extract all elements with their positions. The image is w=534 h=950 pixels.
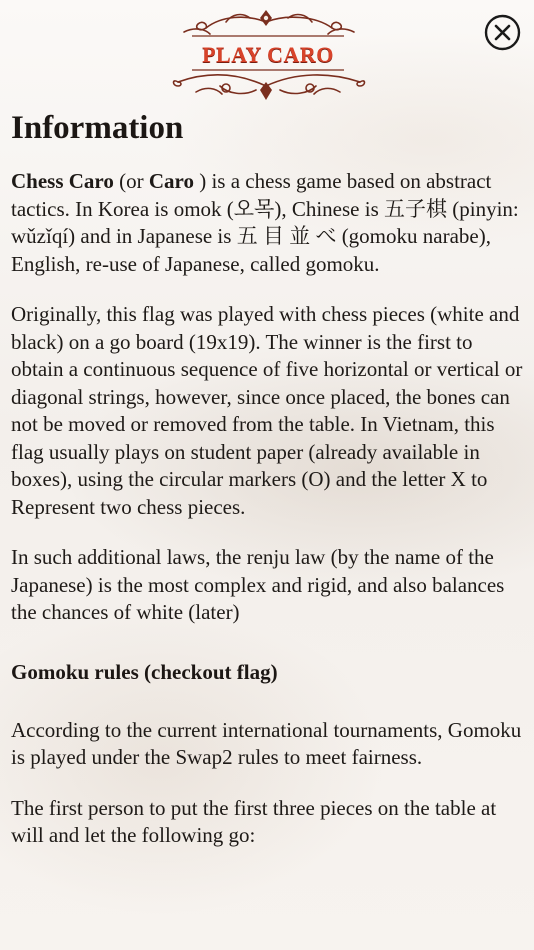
close-circle-icon [484, 14, 521, 51]
rules-subheading: Gomoku rules (checkout flag) [11, 659, 278, 684]
renju-paragraph: In such additional laws, the renju law (by the name of the Japanese) is the most complex and rigid, and also balances the chances of white (later) [11, 545, 505, 624]
play-caro-logo [166, 6, 370, 102]
close-button[interactable] [484, 14, 521, 51]
page-title: Information [11, 110, 184, 146]
history-paragraph: Originally, this flag was played with chess pieces (white and black) on a go board (19x19). The winner is the first to obtain a continuous sequence of five horizontal or vertical or diagonal strings, however, since once placed, the bones can not be moved or removed from the table. In Vietnam, this flag usually plays on student paper (already available in boxes), using the circular markers (O) and the letter X to Represent two chess pieces. [11, 302, 523, 519]
term-chess-caro: Chess Caro [11, 169, 114, 193]
opening-paragraph: The first person to put the first three pieces on the table at will and let the following go: [11, 795, 497, 847]
logo-title: PLAY CARO [202, 42, 334, 67]
swap2-paragraph: According to the current international tournaments, Gomoku is played under the Swap2 rules to meet fairness. [11, 717, 522, 769]
intro-paragraph: Chess Caro (or Caro ) is a chess game based on abstract tactics. In Korea is omok (오목), Chinese is 五子棋 (pinyin: wǔzǐqí) and in Japanese is 五 目 並 べ (gomoku narabe), English, re-use of Japanese, called gomoku. [11, 169, 519, 276]
info-content [11, 108, 526, 873]
term-caro: Caro [148, 169, 194, 193]
